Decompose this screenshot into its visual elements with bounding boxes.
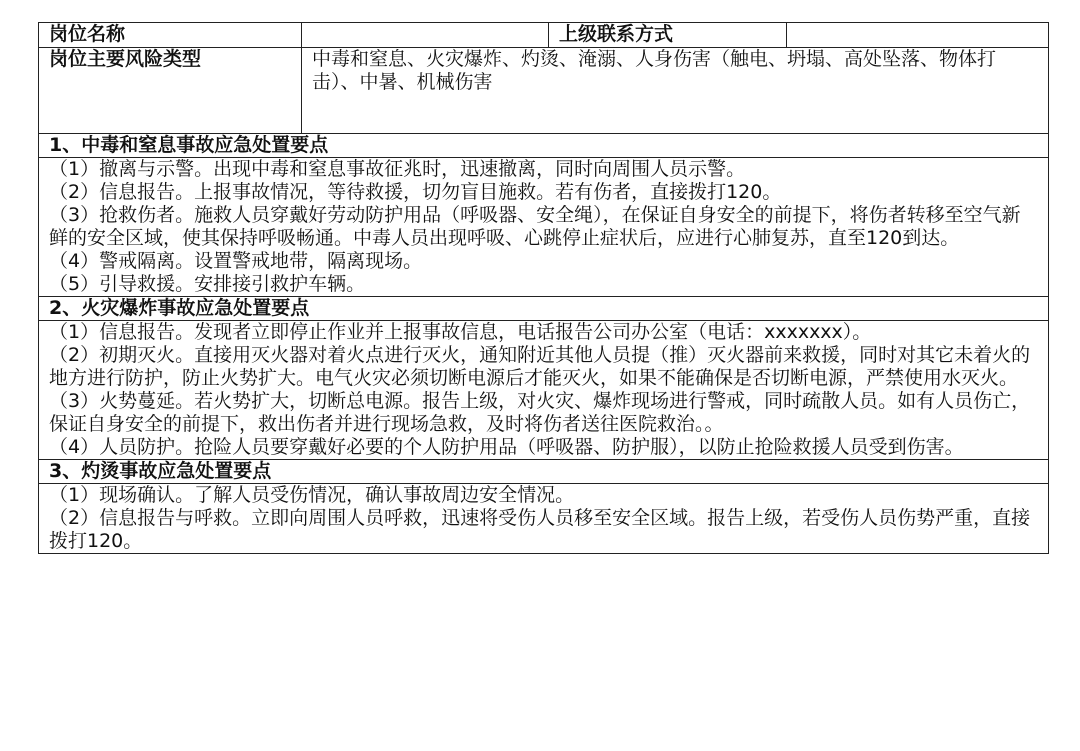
section-body	[39, 158, 1049, 297]
risk-type-value: 中毒和窒息、火灾爆炸、灼烫、淹溺、人身伤害（触电、坍塌、高处坠落、物体打击）、中暑、机械伤害	[302, 48, 1049, 134]
paragraph: （1）现场确认。了解人员受伤情况，确认事故周边安全情况。	[49, 484, 575, 506]
risk-row	[39, 48, 1049, 134]
section-body-row	[39, 158, 1049, 297]
contact-label: 上级联系方式	[549, 23, 787, 48]
section-title: 2、火灾爆炸事故应急处置要点	[39, 297, 1049, 321]
paragraph: （3）火势蔓延。若火势扩大，切断总电源。报告上级，对火灾、爆炸现场进行警戒，同时疏散人员。如有人员伤亡，保证自身安全的前提下，救出伤者并进行现场急救，及时将伤者送往医院救治。。	[49, 390, 1031, 435]
section-body-row	[39, 321, 1049, 460]
section-title: 3、灼烫事故应急处置要点	[39, 460, 1049, 484]
section-title-row	[39, 460, 1049, 484]
section-title: 1、中毒和窒息事故应急处置要点	[39, 134, 1049, 158]
paragraph: （1）信息报告。发现者立即停止作业并上报事故信息，电话报告公司办公室（电话：xxxxxxx）。	[49, 321, 872, 343]
paragraph: （4）人员防护。抢险人员要穿戴好必要的个人防护用品（呼吸器、防护服），以防止抢险救援人员受到伤害。	[49, 436, 964, 458]
paragraph: （2）信息报告与呼救。立即向周围人员呼救，迅速将受伤人员移至安全区域。报告上级，若受伤人员伤势严重，直接拨打120。	[49, 507, 1031, 552]
paragraph: （2）初期灭火。直接用灭火器对着火点进行灭火，通知附近其他人员提（推）灭火器前来救援，同时对其它未着火的地方进行防护，防止火势扩大。电气火灾必须切断电源后才能灭火，如果不能确保是否切断电源，严禁使用水灭火。	[49, 344, 1031, 389]
risk-type-label: 岗位主要风险类型	[39, 48, 302, 134]
section-body	[39, 321, 1049, 460]
post-name-value	[302, 23, 549, 48]
paragraph: （2）信息报告。上报事故情况，等待救援，切勿盲目施救。若有伤者，直接拨打120。	[49, 181, 782, 203]
post-name-label: 岗位名称	[39, 23, 302, 48]
paragraph: （3）抢救伤者。施救人员穿戴好劳动防护用品（呼吸器、安全绳），在保证自身安全的前提下，将伤者转移至空气新鲜的安全区域，使其保持呼吸畅通。中毒人员出现呼吸、心跳停止症状后，应进行心肺复苏，直至120到达。	[49, 204, 1021, 249]
section-body	[39, 484, 1049, 554]
paragraph: （5）引导救援。安排接引救护车辆。	[49, 273, 366, 295]
section-title-row	[39, 134, 1049, 158]
contact-value	[787, 23, 1049, 48]
section-title-row	[39, 297, 1049, 321]
paragraph: （1）撤离与示警。出现中毒和窒息事故征兆时，迅速撤离，同时向周围人员示警。	[49, 158, 746, 180]
paragraph: （4）警戒隔离。设置警戒地带，隔离现场。	[49, 250, 423, 272]
emergency-procedure-table	[38, 22, 1049, 554]
section-body-row	[39, 484, 1049, 554]
header-row	[39, 23, 1049, 48]
